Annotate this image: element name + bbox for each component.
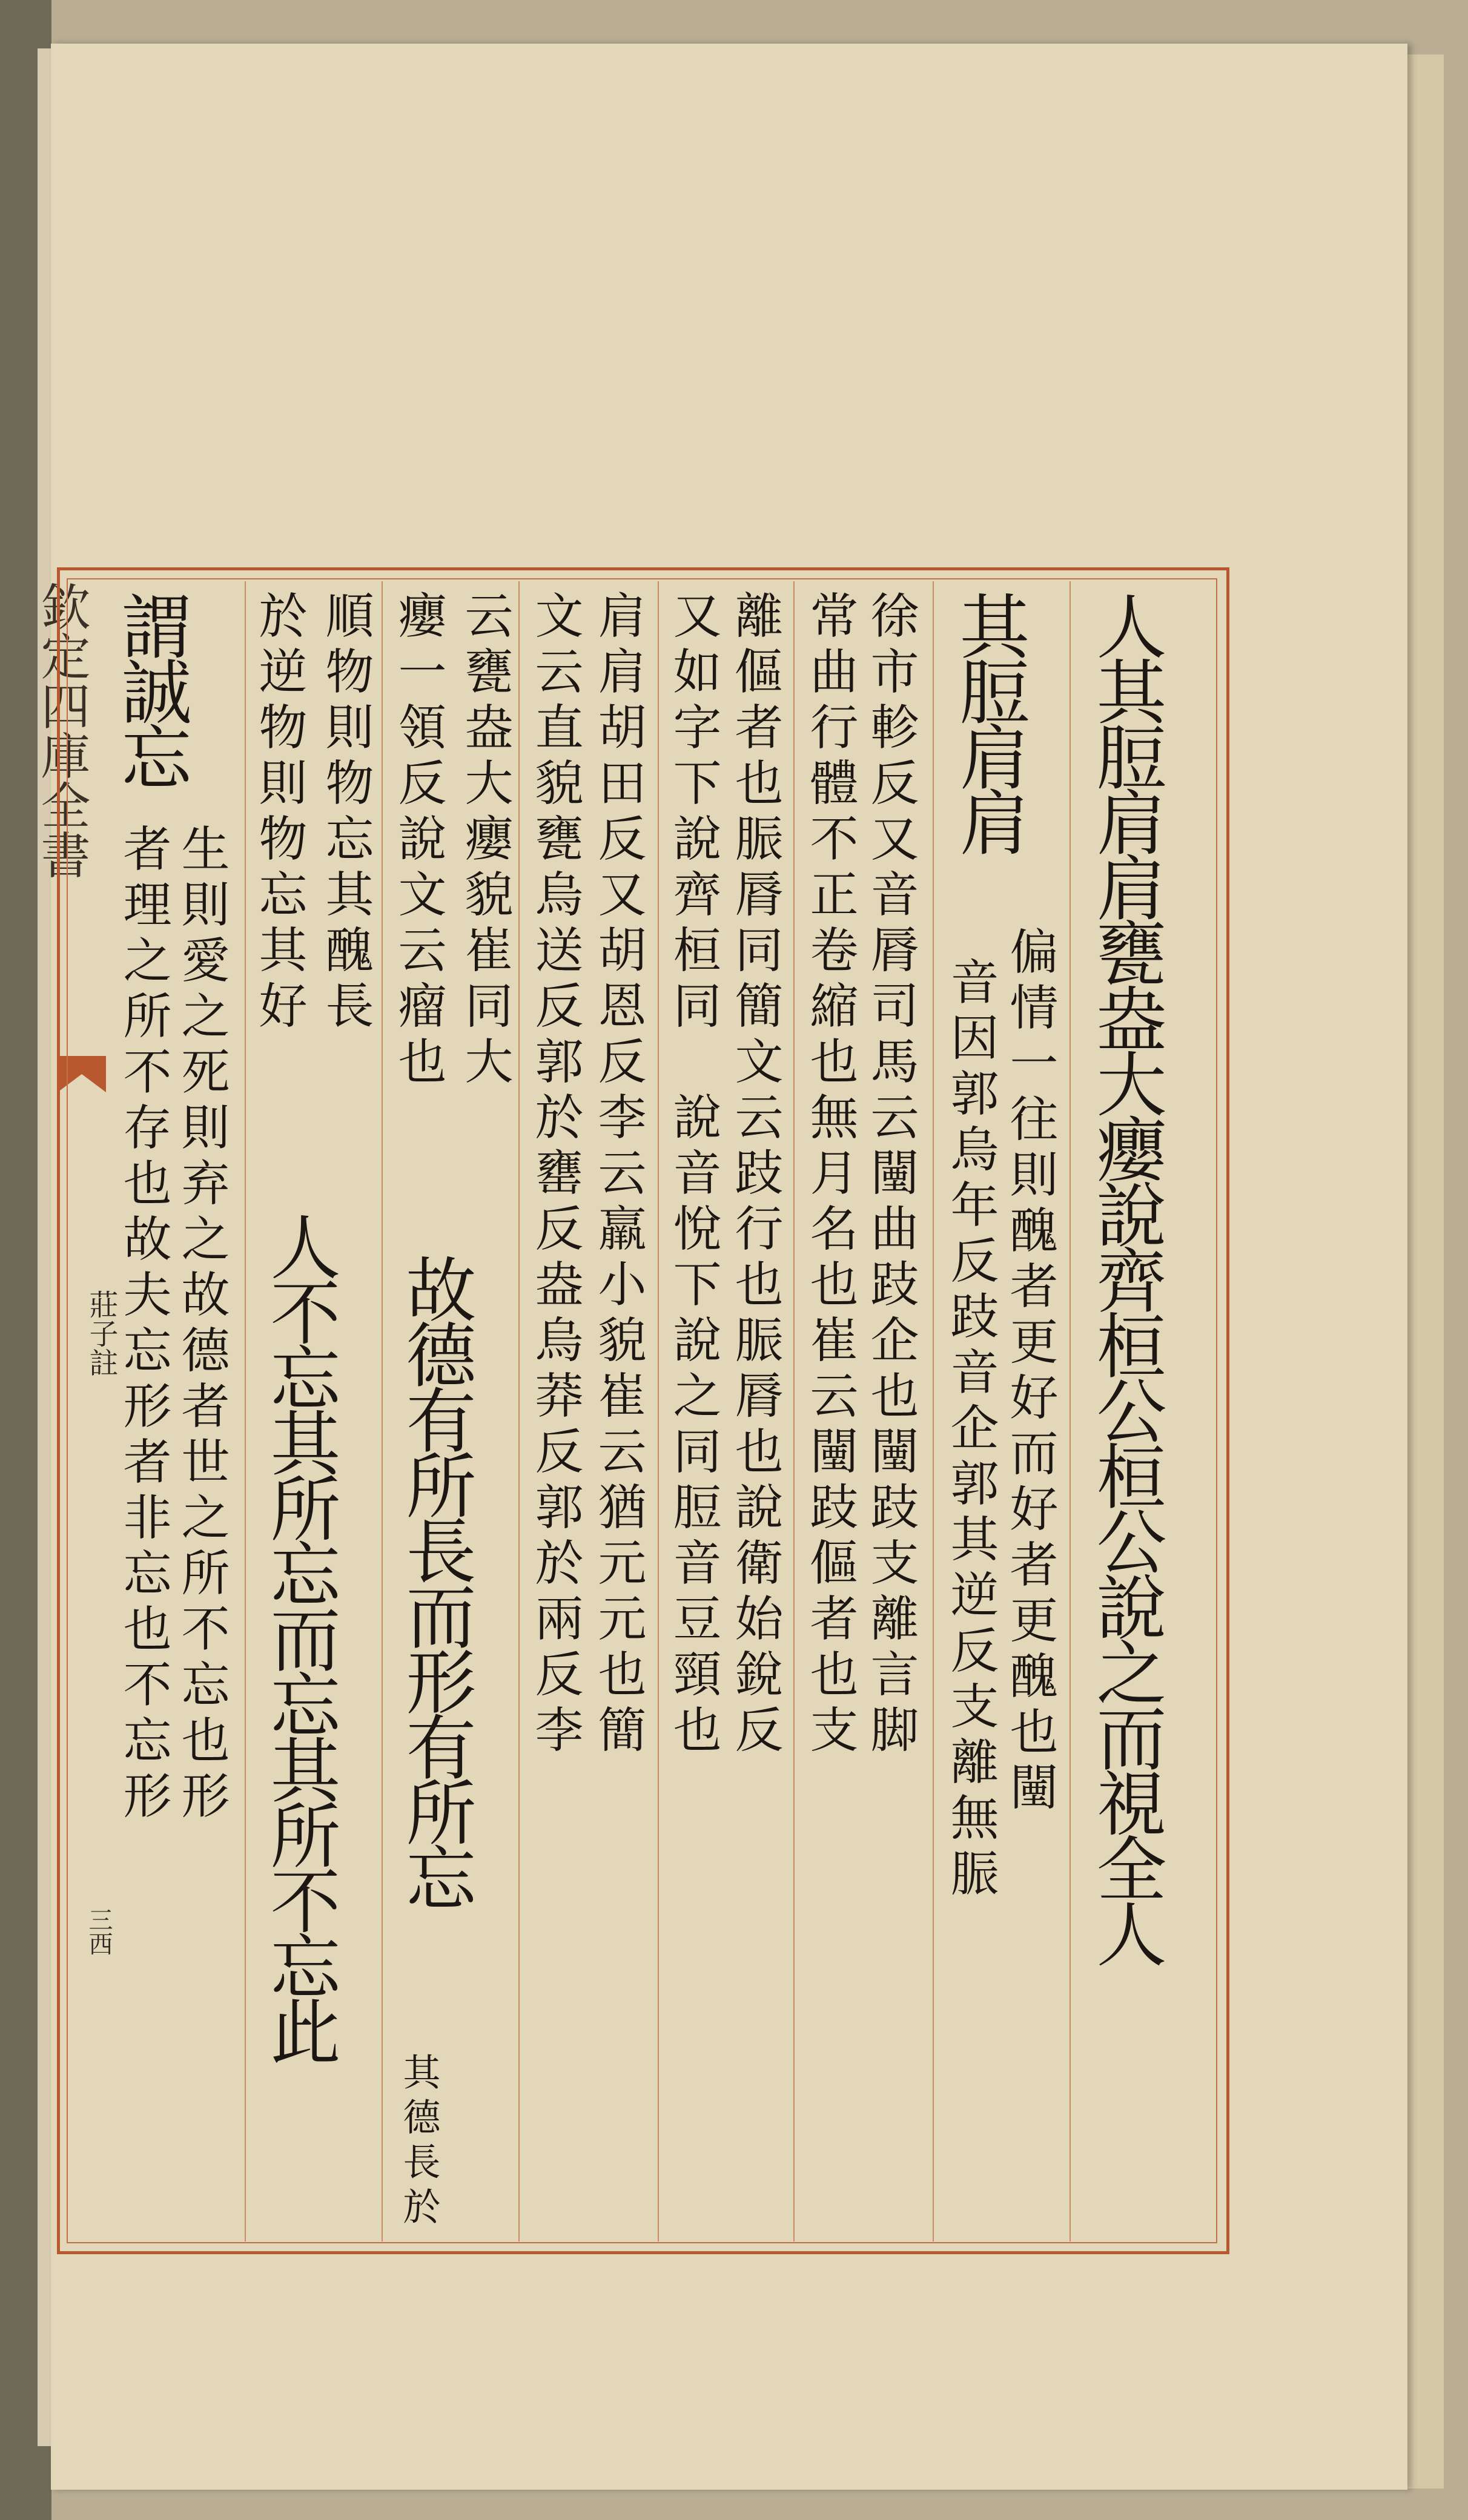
text-column-6: 又如字下說齊桓同 說音悅下說之同脰音豆頸也 [665,590,721,1760]
spine-title: 欽定四庫全書 [33,581,90,879]
text-column-3: 徐市軫反又音脣司馬云闉曲跂企也闉跂支離言脚 [862,590,919,1760]
column-rule [658,581,659,2241]
spine-book-label: 莊子註 [84,1290,118,1377]
text-column-2-note-left: 音因郭烏年反跂音企郭其逆反支離無脤 [942,957,999,1904]
text-column-7: 肩肩胡田反又胡恩反李云羸小貌崔云猶元元也簡 [590,590,646,1760]
text-column-2-main: 其脰肩肩 [948,590,1030,852]
text-column-11-main: 人不忘其所忘而忘其所不忘此 [259,1211,340,2061]
text-column-5: 離傴者也脤脣同簡文云跂行也脤脣也說衛始銳反 [727,590,783,1760]
page-edge-right [1407,54,1444,2489]
text-column-9-main: 故德有所長而形有所忘 [394,1253,476,1907]
text-column-9-note-tail: 其德長於 [397,2053,441,2232]
text-column-13-note-right: 生則愛之死則弃之故德者世之所不忘也形 [173,823,230,1826]
column-rule [518,581,520,2241]
text-column-12-note: 於逆物則物忘其好 [251,590,307,1036]
text-column-11-note: 順物則物忘其醜長 [317,590,374,1036]
text-column-9-note-head: 云甕盎大癭貌崔同大 [457,590,513,1092]
column-rule [793,581,795,2241]
spine-paper-strip [38,48,51,2446]
text-column-2-note-right: 偏情一往則醜者更好而好者更醜也闉 [1002,926,1058,1818]
column-rule [382,581,383,2241]
text-column-13-note-left: 者理之所不存也故夫忘形者非忘也不忘形 [115,823,171,1826]
text-column-1: 人其脰肩肩甕盎大癭說齊桓公桓公說之而視全人 [1085,590,1166,1964]
text-column-4: 常曲行體不正卷縮也無月名也崔云闉跂傴者也支 [802,590,858,1760]
text-column-10-note-head: 癭一領反說文云瘤也 [390,590,446,1092]
text-column-8: 文云直貌甕烏送反郭於罋反盎烏莽反郭於兩反李 [527,590,583,1760]
column-rule [933,581,934,2241]
text-column-13-main: 謂誠忘 [110,590,191,787]
column-rule [245,581,246,2241]
column-rule [1070,581,1071,2241]
spine-folio: 三西 [85,1907,113,1956]
